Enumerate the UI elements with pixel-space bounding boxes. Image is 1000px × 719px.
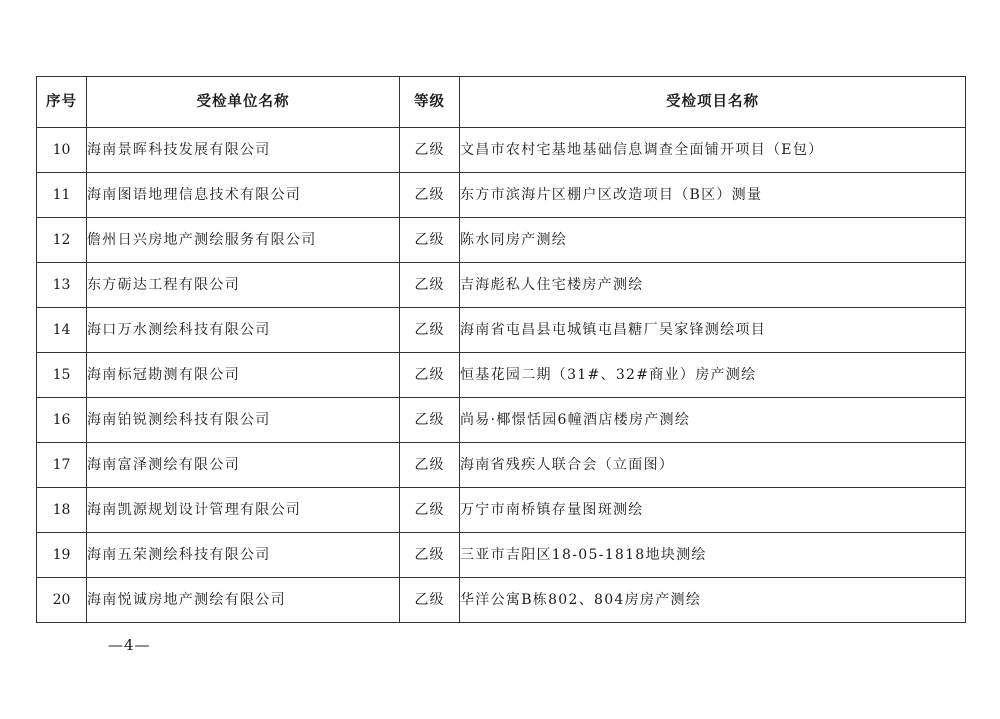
header-project-name: 受检项目名称: [460, 77, 966, 128]
cell-seq: 10: [37, 128, 87, 173]
cell-project-name: 海南省残疾人联合会（立面图）: [460, 443, 966, 488]
cell-project-name: 东方市滨海片区棚户区改造项目（B区）测量: [460, 173, 966, 218]
cell-grade: 乙级: [400, 128, 460, 173]
header-grade: 等级: [400, 77, 460, 128]
cell-project-name: 陈水同房产测绘: [460, 218, 966, 263]
table-row: [37, 263, 966, 308]
page-number: —4—: [108, 636, 151, 654]
cell-project-name: 吉海彪私人住宅楼房产测绘: [460, 263, 966, 308]
cell-project-name: 尚易·椰憬恬园6幢酒店楼房产测绘: [460, 398, 966, 443]
cell-grade: 乙级: [400, 308, 460, 353]
cell-grade: 乙级: [400, 578, 460, 623]
cell-grade: 乙级: [400, 263, 460, 308]
cell-project-name: 三亚市吉阳区18-05-1818地块测绘: [460, 533, 966, 578]
cell-seq: 18: [37, 488, 87, 533]
header-seq: 序号: [37, 77, 87, 128]
cell-seq: 15: [37, 353, 87, 398]
cell-seq: 20: [37, 578, 87, 623]
cell-project-name: 恒基花园二期（31#、32#商业）房产测绘: [460, 353, 966, 398]
cell-project-name: 海南省屯昌县屯城镇屯昌糖厂吴家锋测绘项目: [460, 308, 966, 353]
cell-unit-name: 海南铂锐测绘科技有限公司: [87, 398, 400, 443]
cell-seq: 16: [37, 398, 87, 443]
cell-unit-name: 海南五荣测绘科技有限公司: [87, 533, 400, 578]
table-row: [37, 443, 966, 488]
cell-seq: 11: [37, 173, 87, 218]
cell-unit-name: 儋州日兴房地产测绘服务有限公司: [87, 218, 400, 263]
table-row: [37, 488, 966, 533]
cell-unit-name: 东方砺达工程有限公司: [87, 263, 400, 308]
cell-project-name: 文昌市农村宅基地基础信息调查全面铺开项目（E包）: [460, 128, 966, 173]
table-row: [37, 128, 966, 173]
cell-grade: 乙级: [400, 533, 460, 578]
cell-unit-name: 海南图语地理信息技术有限公司: [87, 173, 400, 218]
cell-seq: 14: [37, 308, 87, 353]
header-unit-name: 受检单位名称: [87, 77, 400, 128]
cell-seq: 12: [37, 218, 87, 263]
cell-grade: 乙级: [400, 218, 460, 263]
cell-project-name: 华洋公寓B栋802、804房房产测绘: [460, 578, 966, 623]
cell-unit-name: 海南悦诚房地产测绘有限公司: [87, 578, 400, 623]
table-row: [37, 578, 966, 623]
cell-seq: 13: [37, 263, 87, 308]
cell-grade: 乙级: [400, 173, 460, 218]
cell-grade: 乙级: [400, 353, 460, 398]
cell-grade: 乙级: [400, 443, 460, 488]
table-row: [37, 173, 966, 218]
table-row: [37, 398, 966, 443]
table-row: [37, 533, 966, 578]
cell-project-name: 万宁市南桥镇存量图斑测绘: [460, 488, 966, 533]
cell-seq: 19: [37, 533, 87, 578]
cell-unit-name: 海口万水测绘科技有限公司: [87, 308, 400, 353]
cell-unit-name: 海南富泽测绘有限公司: [87, 443, 400, 488]
inspection-table: [36, 76, 966, 623]
table-header-row: [37, 77, 966, 128]
table-row: [37, 308, 966, 353]
table-row: [37, 218, 966, 263]
cell-seq: 17: [37, 443, 87, 488]
cell-unit-name: 海南凯源规划设计管理有限公司: [87, 488, 400, 533]
cell-unit-name: 海南景晖科技发展有限公司: [87, 128, 400, 173]
cell-unit-name: 海南标冠勘测有限公司: [87, 353, 400, 398]
cell-grade: 乙级: [400, 398, 460, 443]
cell-grade: 乙级: [400, 488, 460, 533]
table-row: [37, 353, 966, 398]
